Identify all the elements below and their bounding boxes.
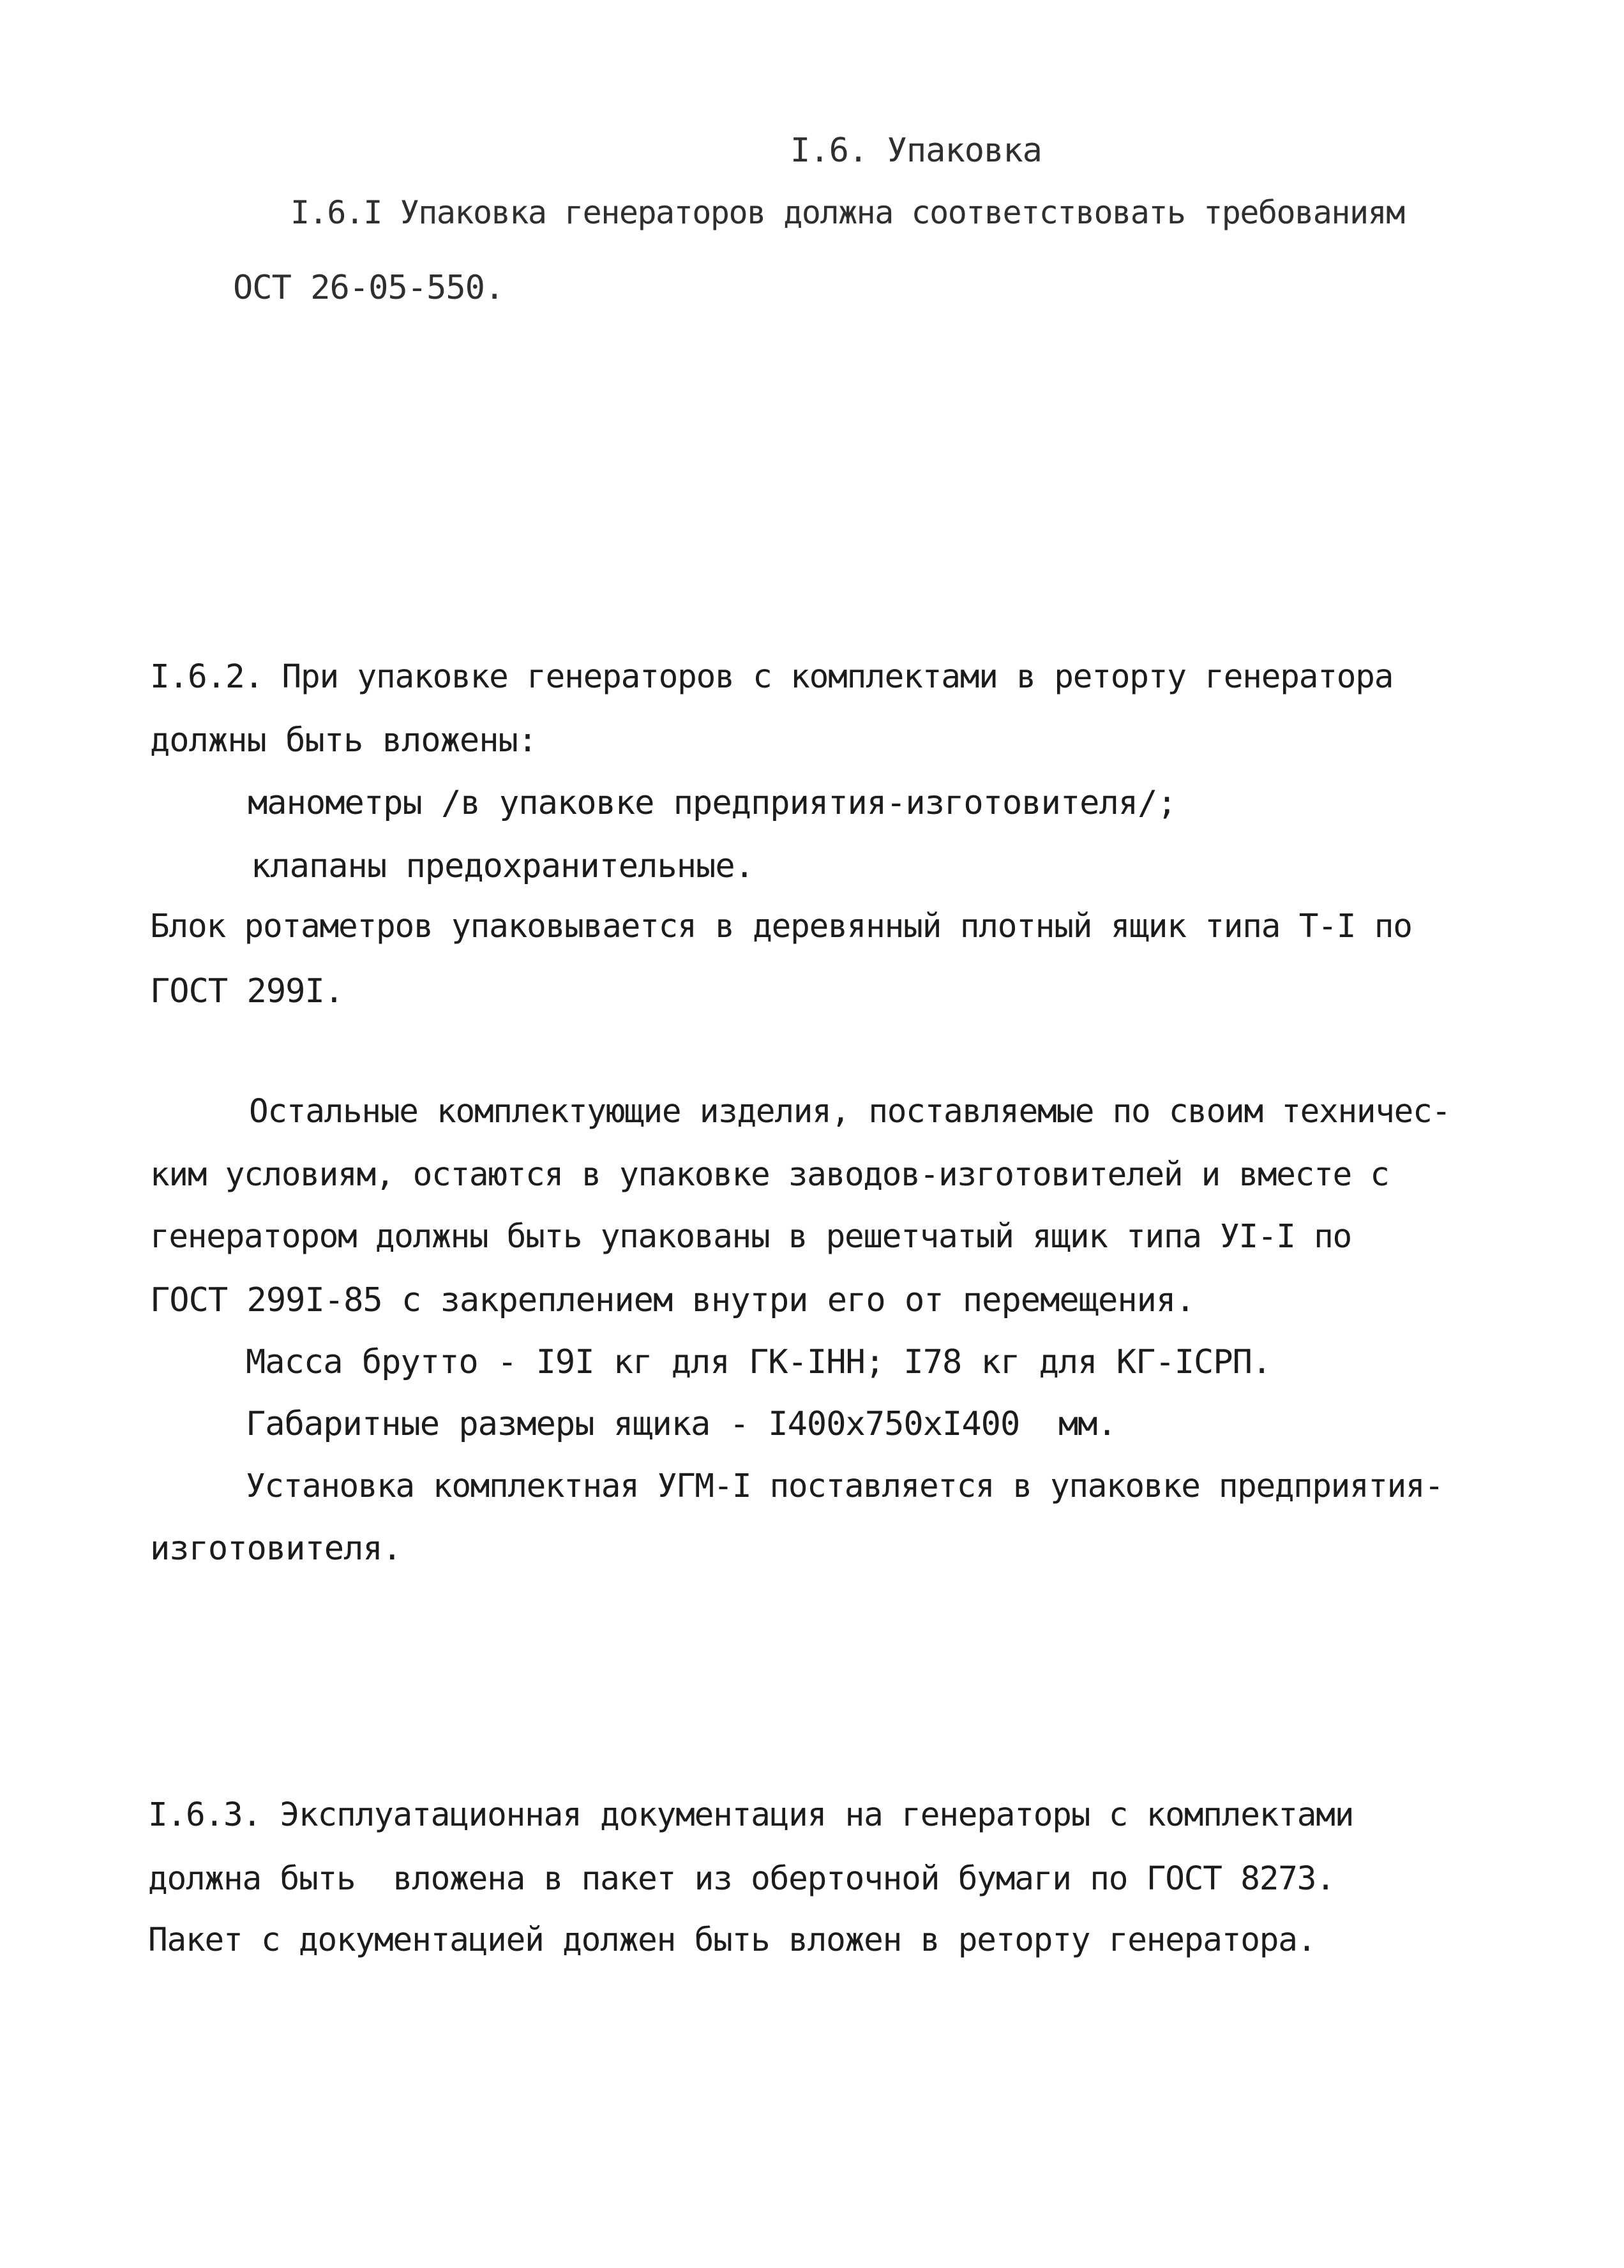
paragraph-2-line-7: Установка комплектная УГМ-I поставляется в упаковке предприятия- (246, 1468, 1443, 1505)
paragraph-2-line-4: ГОСТ 299I-85 с закреплением внутри его от перемещения. (150, 1281, 1195, 1319)
paragraph-2-line-8: изготовителя. (150, 1529, 402, 1568)
paragraph-1-6-2-line-1: I.6.2. При упаковке генераторов с комплектами в реторту генератора (150, 658, 1394, 696)
paragraph-2-line-1: Остальные комплектующие изделия, поставляемые по своим техничес- (249, 1093, 1450, 1130)
list-item-manometers: манометры /в упаковке предприятия-изготовителя/; (248, 784, 1177, 822)
paragraph-1-6-2-line-2: должны быть вложены: (150, 721, 538, 760)
gross-weight-line: Масса брутто - I9I кг для ГК-IНН; I78 кг для КГ-IСРП. (246, 1343, 1272, 1381)
paragraph-1-6-2-line-6: ГОСТ 299I. (150, 972, 344, 1010)
paragraph-2-line-3: генератором должны быть упакованы в решетчатый ящик типа УI-I по (150, 1218, 1351, 1256)
section-title: I.6. Упаковка (790, 131, 1042, 170)
paragraph-1-6-3-line-3: Пакет с документацией должен быть вложен в реторту генератора. (148, 1921, 1316, 1959)
paragraph-1-6-3-line-2: должна быть вложена в пакет из оберточной бумаги по ГОСТ 8273. (148, 1860, 1335, 1898)
paragraph-2-line-2: ким условиям, остаются в упаковке заводов-изготовителей и вместе с (150, 1156, 1389, 1194)
paragraph-1-6-3-line-1: I.6.3. Эксплуатационная документация на генераторы с комплектами (148, 1796, 1354, 1834)
paragraph-1-6-1-line-1: I.6.I Упаковка генераторов должна соответствовать требованиям (290, 194, 1404, 231)
list-item-safety-valves: клапаны предохранительные. (251, 847, 754, 885)
paragraph-1-6-1-line-2: ОСТ 26-05-550. (233, 269, 504, 307)
paragraph-1-6-2-line-5: Блок ротаметров упаковывается в деревянный плотный ящик типа Т-I по (150, 908, 1412, 945)
dimensions-line: Габаритные размеры ящика - I400х750хI400 мм. (246, 1405, 1116, 1443)
